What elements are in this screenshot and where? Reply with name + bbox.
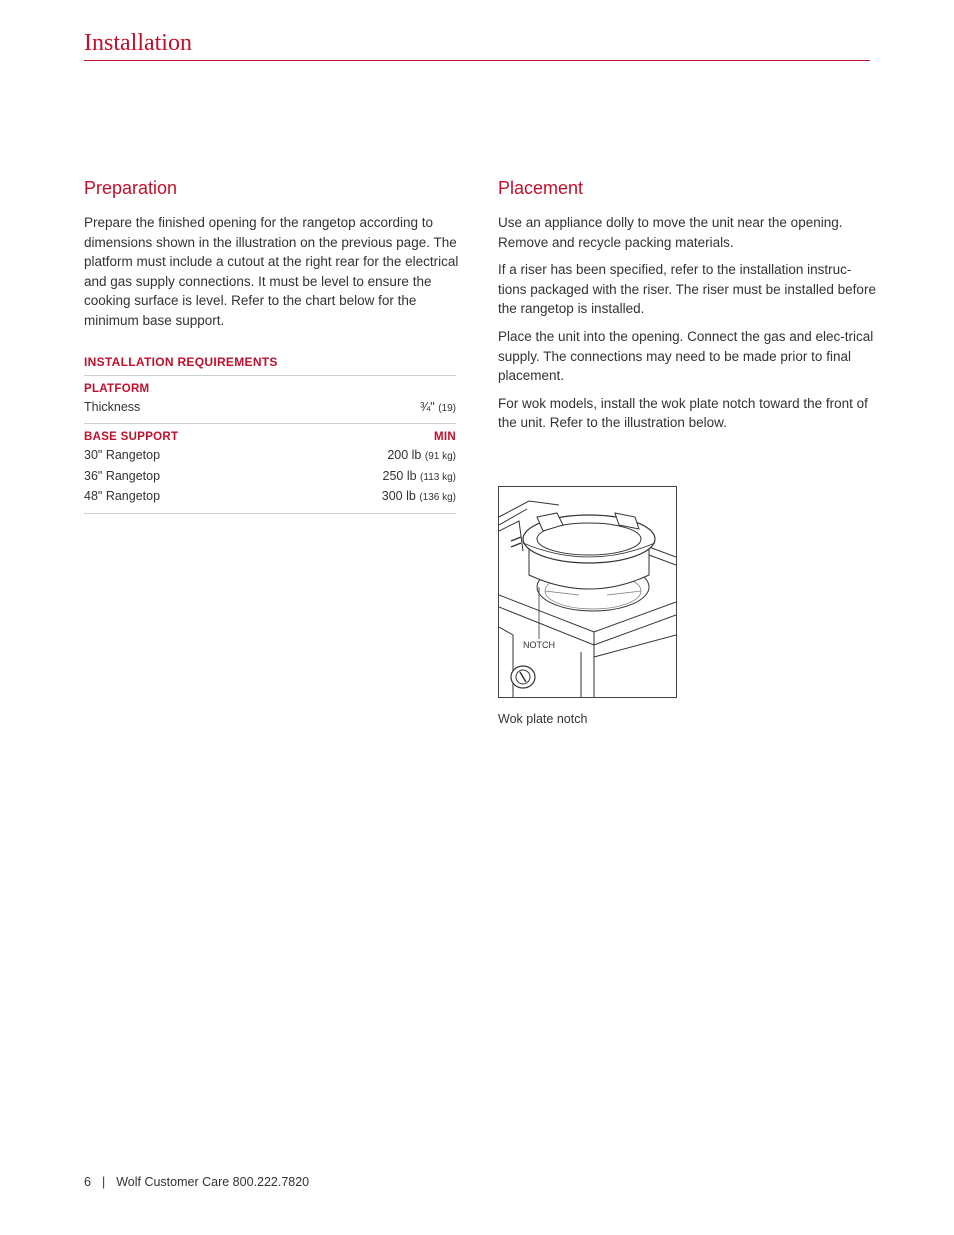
table-row	[84, 446, 456, 467]
notch-callout-label: NOTCH	[523, 640, 555, 650]
page-title: Installation	[84, 30, 192, 56]
placement-section	[498, 178, 878, 441]
base-support-group	[84, 424, 456, 514]
placement-paragraph: Use an appliance dolly to move the unit near the opening. Remove and recycle packing materials.	[498, 215, 843, 250]
row-value-imperial: 250 lb	[382, 468, 417, 483]
row-value-imperial: ¾"	[419, 399, 435, 414]
row-value	[383, 467, 457, 488]
row-value-metric: (91 kg)	[424, 451, 456, 463]
preparation-section	[84, 178, 464, 514]
placement-paragraph: If a riser has been specified, refer to the installation instruc-tions packaged with the riser. The riser must be installed before the rangetop is installed.	[498, 262, 876, 317]
row-value	[420, 398, 456, 419]
requirements-title: INSTALLATION REQUIREMENTS	[84, 354, 278, 369]
row-label: Thickness	[84, 399, 141, 414]
title-divider	[84, 60, 870, 61]
row-label: 36" Rangetop	[84, 468, 161, 483]
platform-group	[84, 376, 456, 425]
row-value-imperial: 300 lb	[381, 489, 416, 504]
page-number: 6	[84, 1175, 91, 1189]
placement-paragraph: For wok models, install the wok plate notch toward the front of the unit. Refer to the illustration below.	[498, 395, 868, 431]
page-footer	[84, 1175, 309, 1189]
preparation-body: Prepare the finished opening for the rangetop according to dimensions shown in the illustration on the previous page. The platform must include a cutout at the right rear for the electrical and gas supply connections. It must be level to ensure the cooking surface is level. Refer to the chart below for the minimum base support.	[84, 215, 459, 328]
base-support-heading	[84, 429, 456, 446]
platform-heading	[84, 381, 456, 398]
requirements-table	[84, 375, 456, 514]
wok-rangetop-drawing	[499, 487, 676, 697]
wok-plate-illustration	[498, 486, 677, 698]
row-value-metric: (136 kg)	[419, 492, 456, 504]
preparation-heading: Preparation	[84, 178, 178, 198]
placement-heading: Placement	[498, 178, 584, 198]
row-value	[382, 487, 456, 508]
base-support-heading-label: BASE SUPPORT	[84, 431, 179, 444]
row-value	[387, 446, 456, 467]
table-row	[84, 487, 456, 508]
platform-heading-label: PLATFORM	[84, 382, 150, 395]
figure-caption: Wok plate notch	[498, 712, 588, 726]
table-row	[84, 398, 456, 419]
base-support-min-label: MIN	[434, 431, 456, 444]
row-value-imperial: 200 lb	[387, 448, 422, 463]
table-row	[84, 467, 456, 488]
footer-contact: Wolf Customer Care 800.222.7820	[116, 1175, 310, 1189]
footer-separator: |	[101, 1175, 106, 1189]
row-value-metric: (19)	[438, 402, 456, 414]
row-label: 30" Rangetop	[84, 448, 161, 463]
placement-paragraph: Place the unit into the opening. Connect the gas and elec-trical supply. The connections may need to be made prior to final placement.	[498, 328, 874, 384]
row-value-metric: (113 kg)	[420, 471, 456, 483]
row-label: 48" Rangetop	[84, 489, 161, 504]
